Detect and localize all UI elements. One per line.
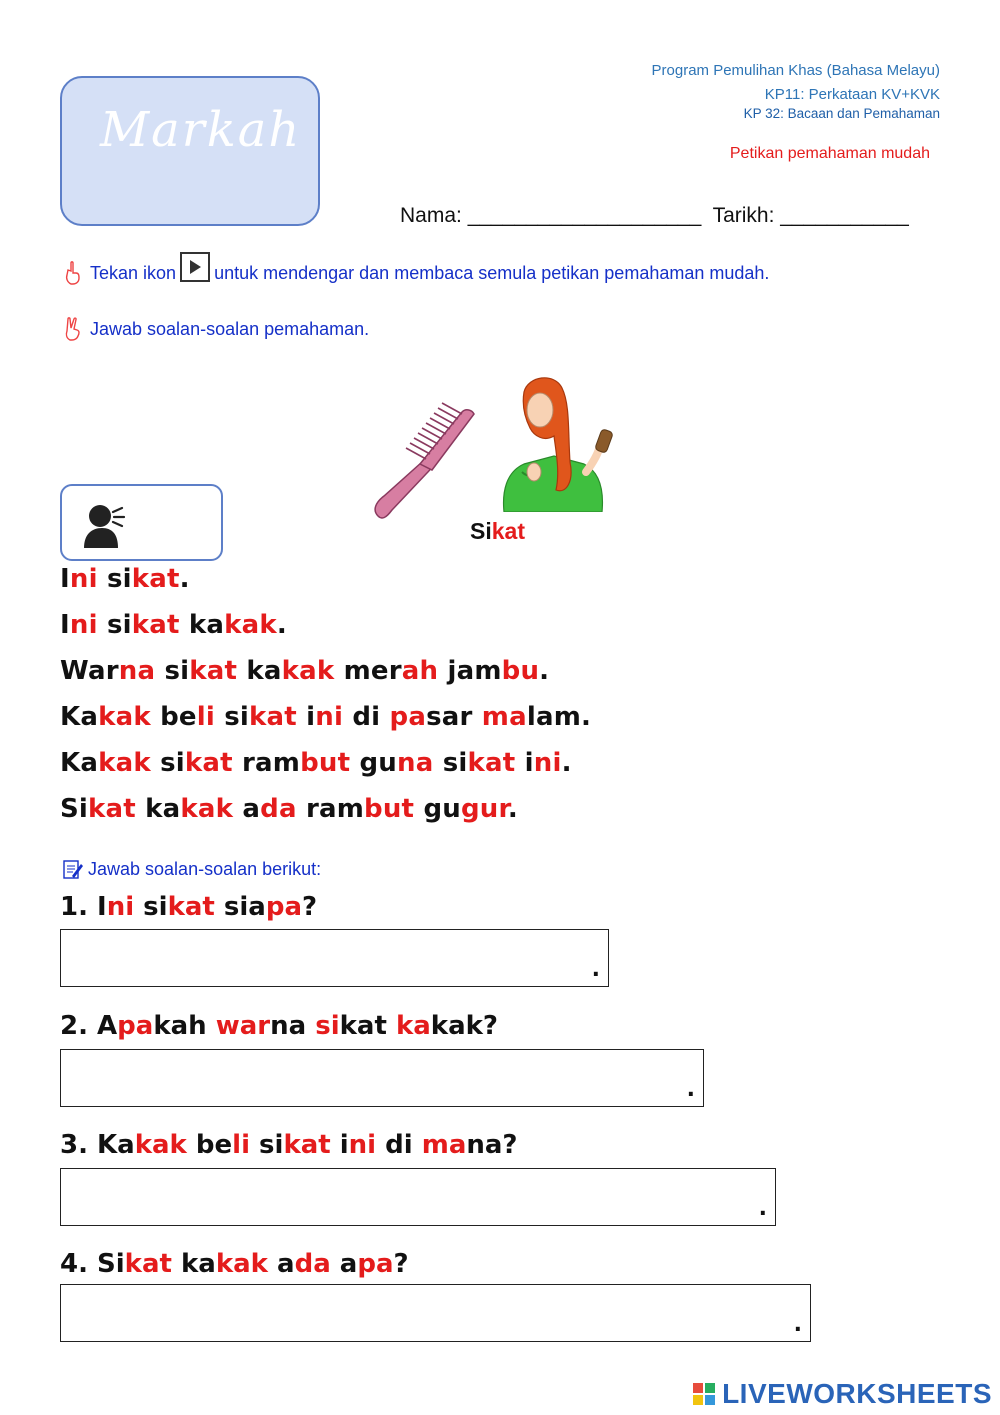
syllable: i <box>296 702 316 732</box>
syllable: li <box>232 1130 250 1160</box>
syllable: pa <box>265 892 302 922</box>
instruction-answer-text: Jawab soalan-soalan pemahaman. <box>90 318 370 339</box>
syllable: si <box>315 1011 340 1041</box>
syllable: kak <box>134 1130 187 1160</box>
answer-period: . <box>591 957 600 982</box>
answer-period: . <box>793 1312 802 1337</box>
question-1 <box>60 892 317 922</box>
syllable: . <box>276 610 287 640</box>
caption-part: kat <box>491 518 525 544</box>
syllable: ? <box>301 892 318 922</box>
syllable: ma <box>481 702 527 732</box>
syllable: sia <box>214 892 266 922</box>
syllable: kak <box>224 610 277 640</box>
program-title: Program Pemulihan Khas (Bahasa Melayu) <box>651 62 940 79</box>
play-icon[interactable] <box>180 252 210 282</box>
syllable: war <box>215 1011 271 1041</box>
syllable: ni <box>69 610 98 640</box>
passage-line <box>60 794 518 824</box>
syllable: di <box>343 702 390 732</box>
passage-line <box>60 610 287 640</box>
syllable: ka <box>171 1249 216 1279</box>
syllable: jam <box>438 656 502 686</box>
syllable: but <box>364 794 415 824</box>
syllable: War <box>60 656 119 686</box>
syllable: gur <box>460 794 508 824</box>
syllable: ni <box>69 564 98 594</box>
syllable: a <box>330 1249 358 1279</box>
syllable: kat <box>88 794 136 824</box>
name-label: Nama: <box>400 204 462 227</box>
passage-line <box>60 656 549 686</box>
question-4 <box>60 1249 409 1279</box>
instruction-listen-pre: Tekan ikon <box>90 262 177 283</box>
syllable: ram <box>296 794 365 824</box>
syllable: Si <box>60 794 89 824</box>
syllable: kat <box>167 892 215 922</box>
syllable: ni <box>348 1130 377 1160</box>
syllable: si <box>433 748 468 778</box>
syllable: kak <box>215 1249 268 1279</box>
brand-logo <box>692 1378 992 1410</box>
syllable: kak <box>98 702 151 732</box>
syllable: pa <box>357 1249 394 1279</box>
syllable: gu <box>414 794 461 824</box>
syllable: na? <box>466 1130 518 1160</box>
syllable: . <box>507 794 518 824</box>
syllable: be <box>186 1130 233 1160</box>
syllable: da <box>294 1249 331 1279</box>
syllable: kat <box>249 702 297 732</box>
brand-blocks-icon <box>692 1382 718 1406</box>
syllable: kak <box>98 748 151 778</box>
syllable: ka <box>179 610 225 640</box>
syllable: di <box>376 1130 422 1160</box>
question-2 <box>60 1011 498 1041</box>
one-finger-hand-icon <box>62 260 84 286</box>
syllable: ka <box>237 656 282 686</box>
syllable: but <box>300 748 351 778</box>
brand-text: LIVEWORKSHEETS <box>722 1378 992 1409</box>
date-blank: ___________ <box>780 204 909 227</box>
syllable: a <box>267 1249 295 1279</box>
syllable: ah <box>401 656 439 686</box>
syllable: da <box>260 794 297 824</box>
syllable: I <box>60 564 70 594</box>
syllable: kat <box>189 656 238 686</box>
syllable: kah <box>153 1011 216 1041</box>
syllable: be <box>150 702 197 732</box>
syllable: ka <box>135 794 181 824</box>
syllable: bu <box>501 656 540 686</box>
answer-period: . <box>758 1196 767 1221</box>
passage-line <box>60 748 572 778</box>
name-blank: ____________________ <box>467 204 702 227</box>
instruction-listen <box>62 258 769 288</box>
notepad-pencil-icon <box>62 858 84 880</box>
answer-field-4[interactable] <box>60 1284 811 1342</box>
answer-field-1[interactable] <box>60 929 609 987</box>
syllable: si <box>97 610 132 640</box>
syllable: . <box>561 748 572 778</box>
syllable: ni <box>106 892 135 922</box>
syllable: 1. I <box>60 892 107 922</box>
passage-line <box>60 702 591 732</box>
syllable: ? <box>393 1249 409 1279</box>
passage-line <box>60 564 190 594</box>
syllable: gu <box>350 748 397 778</box>
instruction-listen-post: untuk mendengar dan membaca semula petikan pemahaman mudah. <box>214 262 770 283</box>
syllable: 4. Si <box>60 1249 125 1279</box>
syllable: . <box>179 564 190 594</box>
date-label: Tarikh: <box>712 204 775 227</box>
syllable: kat <box>467 748 516 778</box>
girl-brushing-hair-image <box>484 372 624 512</box>
image-caption <box>470 518 525 545</box>
answer-field-2[interactable] <box>60 1049 704 1107</box>
syllable: si <box>97 564 132 594</box>
syllable: kak? <box>430 1011 498 1041</box>
syllable: na <box>397 748 434 778</box>
speaking-person-icon[interactable] <box>80 500 128 548</box>
questions-heading-text: Jawab soalan-soalan berikut: <box>88 858 322 879</box>
syllable: 2. A <box>60 1011 118 1041</box>
syllable: i <box>515 748 534 778</box>
syllable: ma <box>421 1130 467 1160</box>
syllable: kat <box>184 748 233 778</box>
syllable: Ka <box>60 702 99 732</box>
syllable: mer <box>334 656 402 686</box>
marks-label: Markah <box>100 102 302 158</box>
questions-heading <box>62 858 321 880</box>
two-finger-hand-icon <box>62 316 84 342</box>
answer-field-3[interactable] <box>60 1168 776 1226</box>
syllable: kat <box>124 1249 172 1279</box>
caption-part: Si <box>470 518 492 544</box>
syllable: si <box>214 702 250 732</box>
passage-type-label: Petikan pemahaman mudah <box>729 145 930 162</box>
syllable: kat <box>131 564 180 594</box>
syllable: si <box>150 748 185 778</box>
syllable: ni <box>533 748 562 778</box>
syllable: a <box>233 794 261 824</box>
answer-period: . <box>686 1077 695 1102</box>
syllable: . <box>539 656 550 686</box>
syllable: pa <box>389 702 427 732</box>
syllable: Ka <box>60 748 99 778</box>
syllable: si <box>134 892 168 922</box>
syllable: kat <box>131 610 180 640</box>
syllable: lam. <box>526 702 592 732</box>
kp32-label: KP 32: Bacaan dan Pemahaman <box>743 106 940 121</box>
syllable: I <box>60 610 70 640</box>
syllable: li <box>196 702 215 732</box>
syllable: sar <box>426 702 482 732</box>
syllable: 3. Ka <box>60 1130 135 1160</box>
syllable: ni <box>315 702 344 732</box>
instruction-answer <box>62 316 369 342</box>
kp11-label: KP11: Perkataan KV+KVK <box>764 86 940 103</box>
name-date-line <box>400 204 909 228</box>
comb-image <box>370 392 480 524</box>
syllable: na <box>118 656 156 686</box>
syllable: pa <box>117 1011 154 1041</box>
syllable: ram <box>232 748 301 778</box>
syllable: na <box>270 1011 316 1041</box>
question-3 <box>60 1130 518 1160</box>
syllable: ka <box>395 1011 431 1041</box>
syllable: si <box>249 1130 284 1160</box>
syllable: i <box>330 1130 349 1160</box>
syllable: kak <box>180 794 234 824</box>
syllable: kat <box>283 1130 331 1160</box>
syllable: si <box>155 656 190 686</box>
syllable: kak <box>281 656 335 686</box>
syllable: kat <box>339 1011 396 1041</box>
